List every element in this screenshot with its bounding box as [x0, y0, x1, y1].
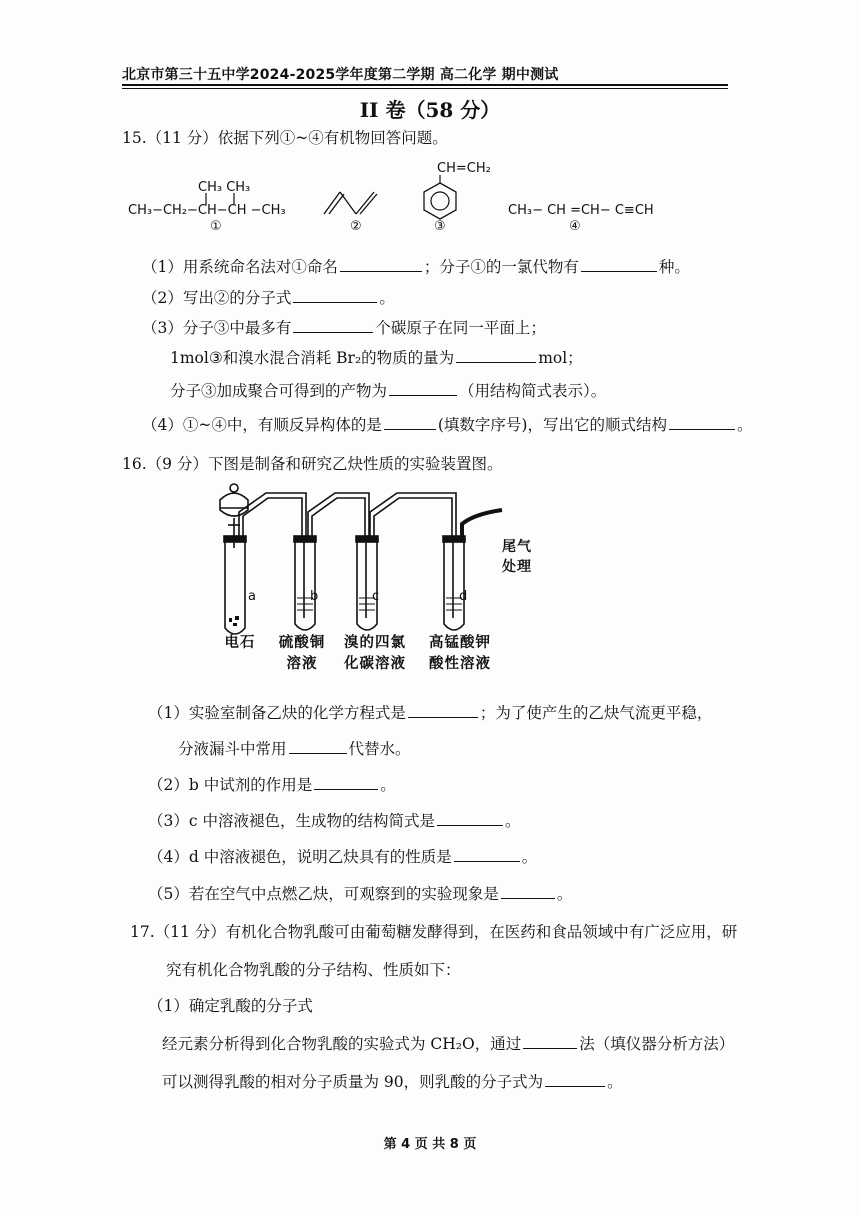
answer-blank[interactable]: [314, 775, 378, 790]
exam-header: 北京市第三十五中学2024-2025学年度第二学期 高二化学 期中测试: [122, 67, 559, 83]
q17-part1-line2: 可以测得乳酸的相对分子质量为 90，则乳酸的分子式为 。: [162, 1073, 623, 1091]
answer-blank[interactable]: [501, 884, 555, 899]
struct3-top: CH=CH₂: [437, 161, 491, 176]
q15-part4: （4）①~④中，有顺反异构体的是 (填数字序号)，写出它的顺式结构 。: [142, 416, 753, 434]
answer-blank[interactable]: [545, 1072, 605, 1087]
tail-gas-label-1: 尾气: [502, 539, 532, 555]
tail-gas-label-2: 处理: [502, 559, 532, 575]
struct1-main: CH₃−CH₂−CH−CH −CH₃: [128, 203, 286, 218]
tube-a-label: a: [248, 589, 256, 604]
q16-stem: 16.（9 分）下图是制备和研究乙炔性质的实验装置图。: [122, 455, 503, 473]
label-copper-sulfate-2: 溶液: [286, 655, 318, 672]
answer-blank[interactable]: [523, 1034, 577, 1049]
q15-part3-line2: 1mol③和溴水混合消耗 Br₂的物质的量为 mol；: [170, 349, 583, 367]
struct1-top: CH₃ CH₃: [198, 180, 251, 195]
apparatus-diagram: [212, 478, 542, 640]
answer-blank[interactable]: [384, 415, 436, 430]
q15-stem: 15.（11 分）依据下列①~④有机物回答问题。: [122, 129, 448, 147]
struct4-number: ④: [569, 219, 581, 234]
tube-d-label: d: [459, 589, 468, 604]
q16-part1-line2: 分液漏斗中常用 代替水。: [178, 740, 411, 758]
q15-part1: （1）用系统命名法对①命名 ；分子①的一氯代物有 种。: [142, 258, 690, 276]
struct4: CH₃− CH =CH− C≡CH: [508, 203, 654, 218]
q16-part2: （2）b 中试剂的作用是 。: [148, 776, 396, 794]
q17-part1-line1: 经元素分析得到化合物乳酸的实验式为 CH₂O，通过 法（填仪器分析方法）: [162, 1035, 735, 1053]
q16-part5: （5）若在空气中点燃乙炔，可观察到的实验现象是 。: [148, 885, 573, 903]
struct3-benzene: [420, 175, 460, 223]
answer-blank[interactable]: [293, 318, 373, 333]
q15-part3-line3: 分子③加成聚合可得到的产物为 （用结构简式表示）。: [170, 382, 607, 400]
q16-part1: （1）实验室制备乙炔的化学方程式是 ；为了使产生的乙炔气流更平稳，: [148, 704, 713, 722]
answer-blank[interactable]: [456, 348, 536, 363]
header-rule-thin: [122, 88, 728, 89]
label-calcium-carbide: 电石: [224, 634, 256, 651]
answer-blank[interactable]: [437, 811, 503, 826]
tube-b-label: b: [310, 589, 319, 604]
answer-blank[interactable]: [669, 415, 735, 430]
answer-blank[interactable]: [340, 257, 422, 272]
label-kmno4-2: 酸性溶液: [429, 655, 491, 672]
tube-c-label: c: [372, 589, 380, 604]
label-copper-sulfate-1: 硫酸铜: [278, 634, 326, 651]
q17-stem-line2: 究有机化合物乳酸的分子结构、性质如下：: [166, 961, 461, 979]
answer-blank[interactable]: [389, 381, 457, 396]
struct2-number: ②: [350, 219, 362, 234]
label-bromine-ccl4-2: 化碳溶液: [344, 655, 406, 672]
answer-blank[interactable]: [581, 257, 657, 272]
header-rule: [122, 84, 728, 86]
q15-part3: （3）分子③中最多有 个碳原子在同一平面上；: [142, 319, 546, 337]
answer-blank[interactable]: [289, 739, 347, 754]
answer-blank[interactable]: [408, 703, 478, 718]
q17-stem-line1: 17.（11 分）有机化合物乳酸可由葡萄糖发酵得到，在医药和食品领域中有广泛应用，研: [130, 923, 738, 941]
q16-part3: （3）c 中溶液褪色，生成物的结构简式是 。: [148, 812, 521, 830]
answer-blank[interactable]: [293, 288, 377, 303]
q15-part2: （2）写出②的分子式 。: [142, 289, 395, 307]
page-number: 第 4 页 共 8 页: [383, 1137, 477, 1152]
section-title: II 卷（58 分）: [359, 98, 501, 122]
q17-part1-title: （1）确定乳酸的分子式: [148, 997, 313, 1015]
answer-blank[interactable]: [454, 847, 520, 862]
struct1-number: ①: [210, 219, 222, 234]
label-kmno4-1: 高锰酸钾: [429, 634, 491, 651]
label-bromine-ccl4-1: 溴的四氯: [344, 634, 406, 651]
struct2-zigzag: [322, 186, 392, 218]
q16-part4: （4）d 中溶液褪色，说明乙炔具有的性质是 。: [148, 848, 538, 866]
struct3-number: ③: [434, 219, 446, 234]
